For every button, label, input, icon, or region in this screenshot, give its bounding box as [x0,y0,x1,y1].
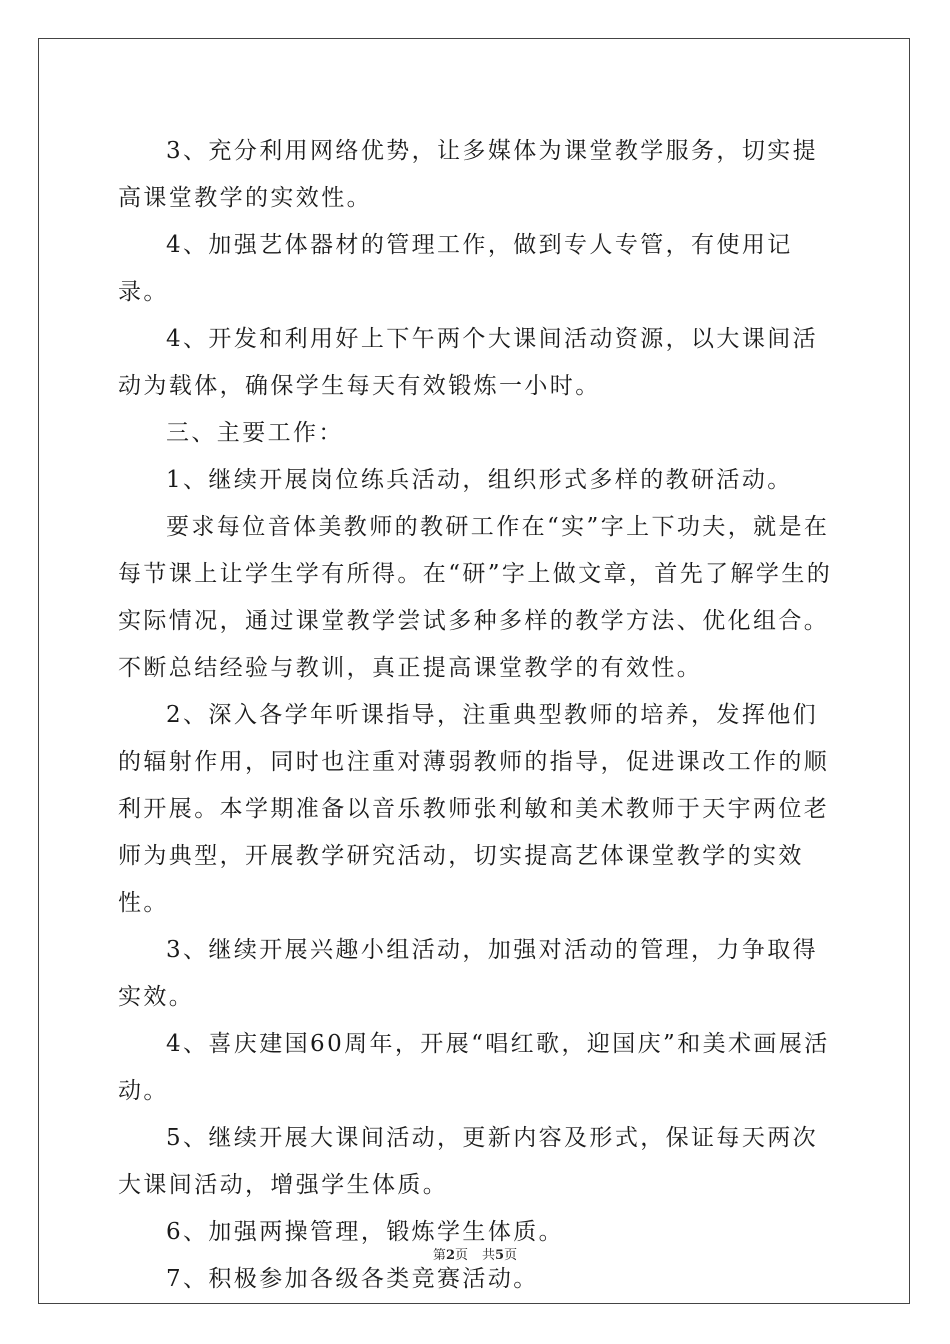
paragraph-1: 3、充分利用网络优势，让多媒体为课堂教学服务，切实提高课堂教学的实效性。 [118,138,819,211]
page-footer [0,1244,950,1263]
paragraph-2: 4、加强艺体器材的管理工作，做到专人专管，有使用记录。 [118,232,793,305]
paragraph-10: 5、继续开展大课间活动，更新内容及形式，保证每天两次大课间活动，增强学生体质。 [118,1125,819,1198]
paragraph-11: 6、加强两操管理，锻炼学生体质。 [166,1219,565,1245]
section-heading: 三、主要工作： [166,420,344,446]
paragraph-5: 1、继续开展岗位练兵活动，组织形式多样的教研活动。 [166,467,793,493]
page-prefix: 第 [432,1248,446,1263]
paragraph-12: 7、积极参加各级各类竞赛活动。 [166,1266,539,1292]
total-prefix: 共 [482,1248,496,1263]
page-suffix: 页 [454,1248,468,1263]
total-suffix: 页 [504,1248,518,1263]
page-total: 5 [495,1248,505,1263]
paragraph-7: 2、深入各学年听课指导，注重典型教师的培养，发挥他们的辐射作用，同时也注重对薄弱教师的指导，促进课改工作的顺利开展。本学期准备以音乐教师张利敏和美术教师于天宇两位老师为典型，开展教学研究活动，切实提高艺体课堂教学的实效性。 [118,702,830,916]
page-current: 2 [445,1248,455,1263]
paragraph-6: 要求每位音体美教师的教研工作在“实”字上下功夫，就是在每节课上让学生学有所得。在“研”字上做文章，首先了解学生的实际情况，通过课堂教学尝试多种多样的教学方法、优化组合。不断总结经验与教训，真正提高课堂教学的有效性。 [118,514,833,681]
document-body [118,128,840,1303]
paragraph-3: 4、开发和利用好上下午两个大课间活动资源，以大课间活动为载体，确保学生每天有效锻炼一小时。 [118,326,819,399]
paragraph-8: 3、继续开展兴趣小组活动，加强对活动的管理，力争取得实效。 [118,937,819,1010]
paragraph-9: 4、喜庆建国60周年，开展“唱红歌，迎国庆”和美术画展活动。 [118,1031,830,1104]
